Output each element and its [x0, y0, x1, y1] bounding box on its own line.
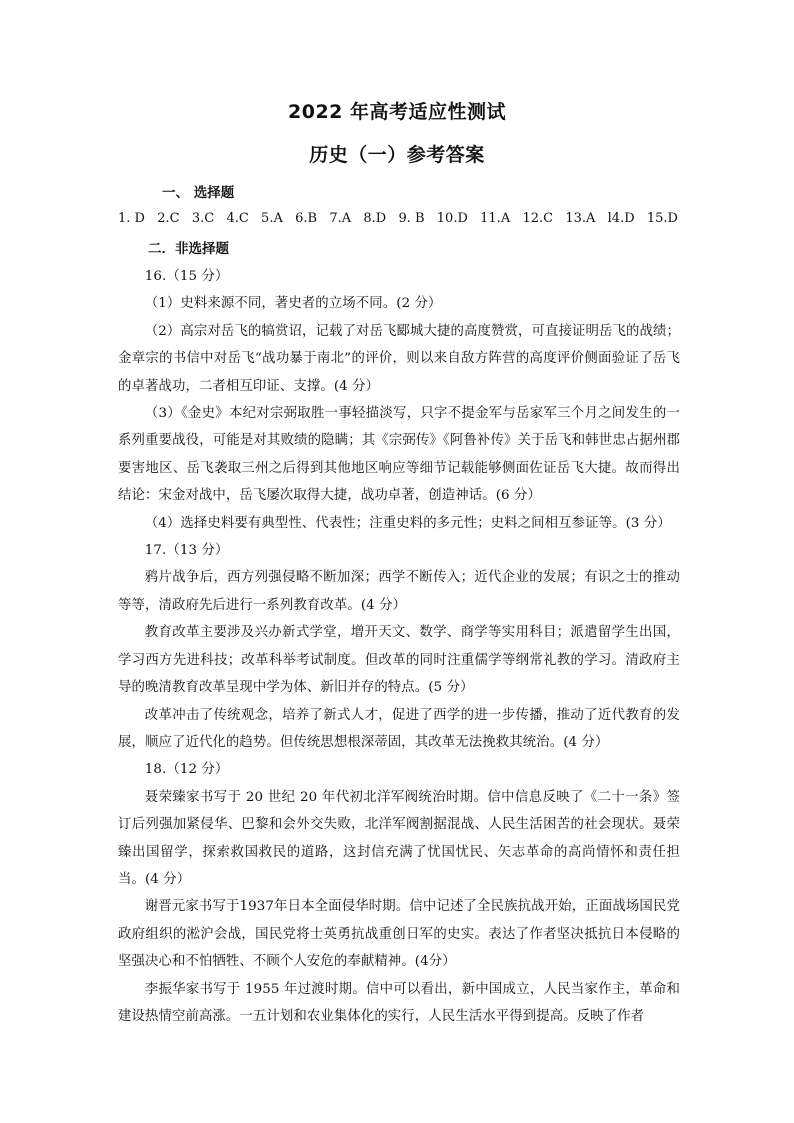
question-number: 18.（12 分） [144, 762, 229, 778]
answer-item: 3.C [191, 211, 215, 226]
answer-paragraph: （4）选择史料要有典型性、代表性；注重史料的多元性；史料之间相互参证等。(3 分） [144, 515, 671, 531]
answer-paragraph: 聂荣臻家书写于 20 世纪 20 年代初北洋军阀统治时期。信中信息反映了《二十一条》签订后列强加紧侵华、巴黎和会外交失败，北洋军阀割据混战、人民生活困苦的社会现状。聂荣臻出国留学，探索救国救民的道路，这封信充满了忧国忧民、矢志革命的高尚情怀和责任担当。(4 分） [118, 789, 680, 887]
answer-paragraph: 鸦片战争后，西方列强侵略不断加深；西学不断传入；近代企业的发展；有识之士的推动等等，清政府先后进行一系列教育改革。(4 分） [118, 570, 680, 613]
answer-paragraph: 李振华家书写于 1955 年过渡时期。信中可以看出，新中国成立，人民当家作主，革命和建设热情空前高涨。一五计划和农业集体化的实行，人民生活水平得到提高。反映了作者 [118, 981, 680, 1024]
answer-item: 5.A [261, 211, 283, 226]
answer-paragraph: 改革冲击了传统观念，培养了新式人才，促进了西学的进一步传播，推动了近代教育的发展，顺应了近代化的趋势。但传统思想根深蒂固，其改革无法挽救其统治。(4 分） [118, 707, 680, 750]
answer-item: 12.C [522, 211, 554, 226]
answer-paragraph: （2）高宗对岳飞的犒赏诏，记载了对岳飞郾城大捷的高度赞赏，可直接证明岳飞的战绩；金章宗的书信中对岳飞“战功暴于南北”的评价，则以来自敌方阵营的高度评价侧面验证了岳飞的卓著战功，二者相互印证、支撑。(4 分） [118, 323, 680, 394]
answer-item: 6.B [295, 211, 318, 226]
answer-item: 13.A [565, 211, 596, 226]
question-number: 16.（15 分） [144, 269, 229, 284]
multiple-choice-answers [118, 211, 678, 226]
document-subtitle: 历史（一）参考答案 [309, 144, 485, 166]
answer-item: 1. D [118, 211, 145, 226]
answer-item: 10.D [436, 211, 468, 226]
section-heading-multiple-choice: 一、 选择题 [162, 185, 235, 201]
question-number: 17.（13 分） [144, 543, 229, 559]
answer-item: 7.A [329, 211, 352, 226]
answer-item: 11.A [480, 211, 511, 226]
answer-item: 8.D [363, 211, 387, 226]
answer-paragraph: 谢晋元家书写于1937年日本全面侵华时期。信中记述了全民族抗战开始，正面战场国民党政府组织的淞沪会战，国民党将士英勇抗战重创日军的史实。表达了作者坚决抵抗日本侵略的坚强决心和不怕牺牲、不顾个人安危的奉献精神。(4分） [118, 899, 680, 970]
answer-paragraph: （1）史料来源不同，著史者的立场不同。(2 分） [144, 296, 442, 312]
answer-item: l4.D [607, 211, 635, 226]
answer-paragraph: （3）《金史》本纪对宗弼取胜一事轻描淡写，只字不提金军与岳家军三个月之间发生的一系列重要战役，可能是对其败绩的隐瞒；其《宗弼传》《阿鲁补传》关于岳飞和韩世忠占据州郡要害地区、岳飞袭取三州之后得到其他地区响应等细节记载能够侧面佐证岳飞大捷。故而得出结论：宋金对战中，岳飞屡次取得大捷，战功卓著，创造神话。(6 分） [118, 406, 680, 504]
section-heading-non-choice: 二．非选择题 [148, 241, 229, 257]
answer-item: 2.C [157, 211, 180, 226]
answer-item: 4.C [226, 211, 249, 226]
document-title: 2022 年高考适应性测试 [288, 101, 506, 123]
answer-body [118, 263, 680, 1030]
answer-item: 15.D [646, 211, 678, 226]
answer-paragraph: 教育改革主要涉及兴办新式学堂，增开天文、数学、商学等实用科目；派遣留学生出国，学习西方先进科技；改革科举考试制度。但改革的同时注重儒学等纲常礼教的学习。清政府主导的晚清教育改革呈现中学为体、新旧并存的特点。(5 分） [118, 625, 680, 696]
answer-item: 9. B [398, 211, 425, 226]
